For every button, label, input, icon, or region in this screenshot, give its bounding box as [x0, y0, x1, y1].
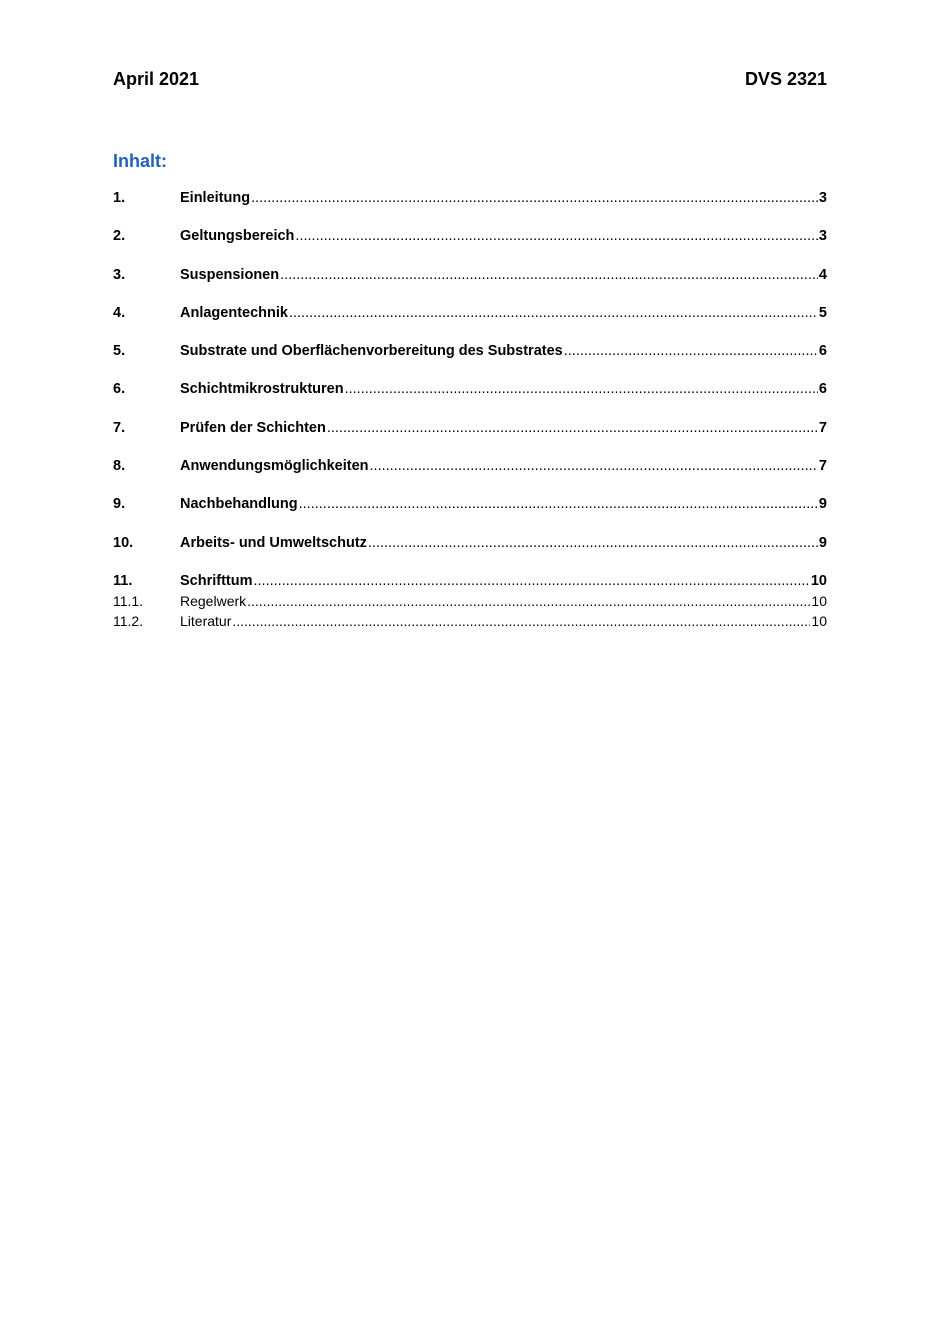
toc-entry[interactable]	[113, 534, 827, 572]
toc-entry-label: Schichtmikrostrukturen	[180, 381, 344, 398]
toc-entry-number: 1.	[113, 190, 126, 206]
toc-entry-page: 3	[818, 190, 827, 206]
toc-entry[interactable]	[113, 380, 827, 418]
toc-entry-number: 11.2.	[113, 612, 144, 629]
toc-entry-number: 6.	[113, 381, 126, 398]
toc-entry-number: 3.	[113, 266, 126, 283]
header-date: April 2021	[113, 69, 200, 89]
toc-entry-label: Suspensionen	[180, 266, 280, 283]
toc-title: Inhalt:	[113, 151, 167, 171]
table-of-contents	[113, 189, 827, 631]
toc-subentry[interactable]	[113, 612, 827, 632]
toc-entry-label: Literatur	[180, 612, 232, 629]
leader-dots	[370, 457, 818, 475]
toc-entry[interactable]	[113, 495, 827, 533]
toc-entry-label: Prüfen der Schichten	[180, 419, 326, 436]
toc-entry-page: 10	[811, 593, 827, 610]
toc-entry[interactable]	[113, 304, 827, 342]
toc-entry-page: 5	[818, 304, 827, 321]
toc-entry[interactable]	[113, 572, 827, 593]
leader-dots	[327, 419, 818, 437]
toc-entry-number: 2.	[113, 228, 126, 245]
leader-dots	[289, 304, 818, 322]
toc-entry[interactable]	[113, 419, 827, 457]
toc-entry[interactable]	[113, 189, 827, 227]
toc-entry[interactable]	[113, 266, 827, 304]
page-header	[113, 68, 827, 90]
toc-entry-number: 4.	[113, 304, 126, 321]
toc-entry-page: 10	[810, 572, 827, 589]
toc-entry-number: 10.	[113, 534, 134, 551]
toc-entry-page: 3	[818, 228, 827, 245]
toc-entry-page: 6	[818, 343, 827, 360]
leader-dots	[564, 342, 818, 360]
toc-entry-label: Schrifttum	[180, 572, 253, 589]
toc-entry[interactable]	[113, 342, 827, 380]
toc-entry-page: 6	[818, 381, 827, 398]
toc-entry-page: 9	[818, 496, 827, 513]
leader-dots	[299, 495, 818, 513]
toc-entry-label: Nachbehandlung	[180, 496, 298, 513]
toc-entry-label: Substrate und Oberflächenvorbereitung des Substrates	[180, 343, 563, 360]
header-doc-id: DVS 2321	[744, 69, 827, 89]
leader-dots	[295, 227, 818, 245]
leader-dots	[368, 534, 818, 552]
leader-dots	[345, 380, 818, 398]
toc-entry-label: Geltungsbereich	[180, 228, 295, 245]
leader-dots	[247, 592, 810, 610]
toc-entry-number: 5.	[113, 343, 126, 360]
toc-entry-number: 8.	[113, 458, 126, 475]
leader-dots	[232, 612, 810, 630]
toc-entry-number: 11.1.	[113, 593, 144, 610]
toc-entry-page: 7	[818, 419, 827, 436]
toc-entry-label: Anlagentechnik	[180, 304, 288, 321]
toc-entry-label: Anwendungsmöglichkeiten	[180, 458, 369, 475]
toc-entry-label: Arbeits- und Umweltschutz	[180, 534, 367, 551]
toc-entry-page: 9	[818, 534, 827, 551]
toc-subentry[interactable]	[113, 592, 827, 612]
leader-dots	[254, 572, 810, 590]
leader-dots	[280, 266, 818, 284]
toc-entry-number: 9.	[113, 496, 126, 513]
toc-entry-label: Regelwerk	[180, 593, 247, 610]
toc-entry-page: 4	[818, 266, 827, 283]
toc-entry-page: 10	[811, 612, 827, 629]
toc-entry[interactable]	[113, 457, 827, 495]
toc-entry[interactable]	[113, 227, 827, 265]
leader-dots	[251, 189, 818, 207]
toc-entry-number: 7.	[113, 419, 126, 436]
toc-entry-number: 11.	[113, 572, 133, 589]
toc-entry-page: 7	[818, 458, 827, 475]
toc-entry-label: Einleitung	[180, 190, 251, 206]
